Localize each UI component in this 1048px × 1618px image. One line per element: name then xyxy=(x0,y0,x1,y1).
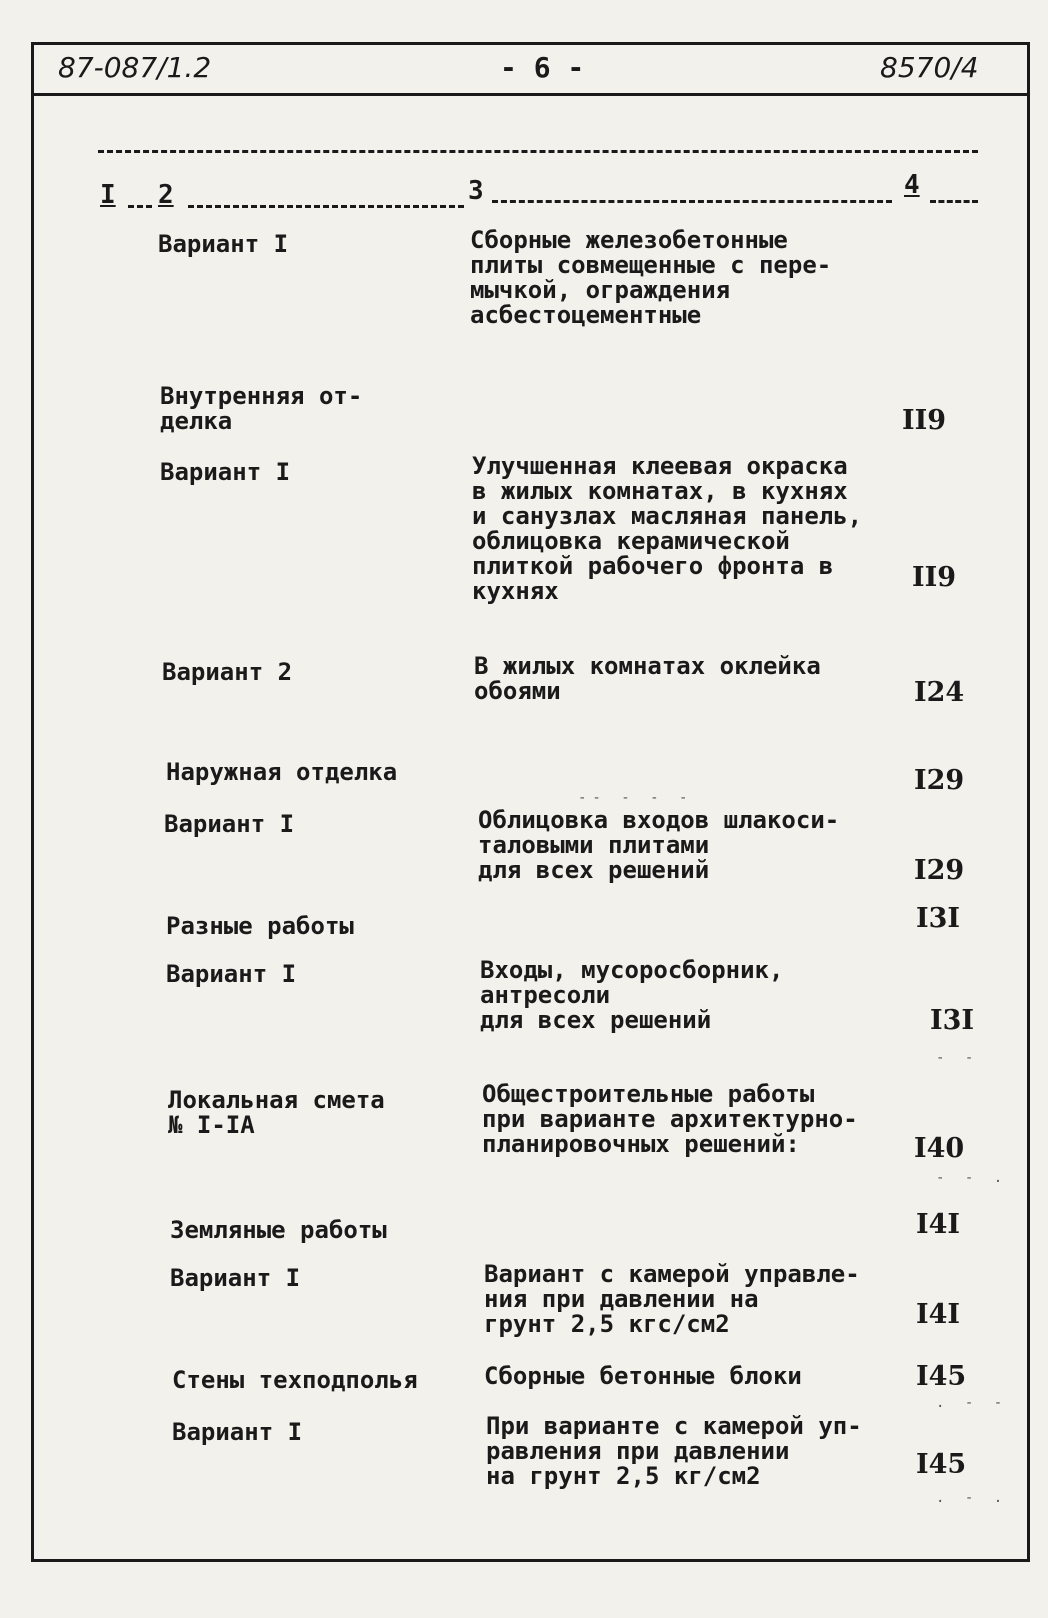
row-11-page: I4I xyxy=(916,1299,961,1330)
scan-speck: - - . xyxy=(936,1170,1009,1186)
row-4-description: В жилых комнатах оклейка обоями xyxy=(474,652,821,705)
row-8-name: Вариант I xyxy=(166,960,297,988)
row-8-description: Входы, мусоросборник, антресоли для всех решений xyxy=(480,956,784,1034)
column-rule xyxy=(930,200,978,203)
row-9-page: I40 xyxy=(914,1133,965,1164)
row-13-page: I45 xyxy=(916,1449,967,1480)
row-3-description: Улучшенная клеевая окраска в жилых комнатах, в кухнях и санузлах масляная панель, облицовка керамической плиткой рабочего фронта в кухнях xyxy=(472,452,863,605)
column-number-3: 3 xyxy=(468,176,484,206)
table-top-rule xyxy=(98,150,978,153)
row-12-name: Стены техподполья xyxy=(172,1366,418,1394)
row-4-name: Вариант 2 xyxy=(162,658,293,686)
sheet-code: 8570/4 xyxy=(880,51,979,84)
row-10-page: I4I xyxy=(916,1209,961,1240)
column-rule xyxy=(492,200,892,203)
column-rule xyxy=(188,205,464,208)
scan-speck: -- - - - xyxy=(578,790,694,806)
row-5-name: Наружная отделка xyxy=(166,758,398,786)
row-2-name: Внутренняя от- делка xyxy=(160,382,363,435)
page-label: - 6 - xyxy=(500,51,585,84)
row-1-name: Вариант I xyxy=(158,230,289,258)
column-number-4: 4 xyxy=(904,170,920,200)
row-13-name: Вариант I xyxy=(172,1418,303,1446)
row-9-description: Общестроительные работы при варианте архитектурно- планировочных решений: xyxy=(482,1080,858,1158)
row-6-page: I29 xyxy=(914,855,965,886)
row-7-name: Разные работы xyxy=(166,912,354,940)
scan-speck: - - xyxy=(936,1050,980,1066)
row-6-name: Вариант I xyxy=(164,810,295,838)
row-8-page: I3I xyxy=(930,1005,975,1036)
row-11-name: Вариант I xyxy=(170,1264,301,1292)
row-13-description: При варианте с камерой уп- равления при давлении на грунт 2,5 кг/см2 xyxy=(486,1412,862,1490)
row-4-page: I24 xyxy=(914,677,965,708)
row-3-name: Вариант I xyxy=(160,458,291,486)
scan-speck: . - . xyxy=(936,1490,1009,1506)
row-11-description: Вариант с камерой управле- ния при давлении на грунт 2,5 кгс/см2 xyxy=(484,1260,860,1338)
header-rule xyxy=(34,93,1027,96)
row-6-description: Облицовка входов шлакоси- таловыми плитами для всех решений xyxy=(478,806,840,884)
column-number-2: 2 xyxy=(158,180,174,210)
row-7-page: I3I xyxy=(916,903,961,934)
column-number-1: I xyxy=(100,180,116,210)
row-12-description: Сборные бетонные блоки xyxy=(484,1362,802,1390)
doc-code: 87-087/1.2 xyxy=(58,51,212,84)
scan-speck: . - - xyxy=(936,1395,1009,1411)
row-12-page: I45 xyxy=(916,1361,967,1392)
row-1-description: Сборные железобетонные плиты совмещенные с пере- мычкой, ограждения асбестоцементные xyxy=(470,226,832,329)
column-rule xyxy=(128,205,152,208)
row-5-page: I29 xyxy=(914,765,965,796)
row-9-name: Локальная смета № I-IA xyxy=(168,1086,385,1139)
row-3-page: II9 xyxy=(912,562,957,593)
row-2-page: II9 xyxy=(902,405,947,436)
row-10-name: Земляные работы xyxy=(170,1216,387,1244)
